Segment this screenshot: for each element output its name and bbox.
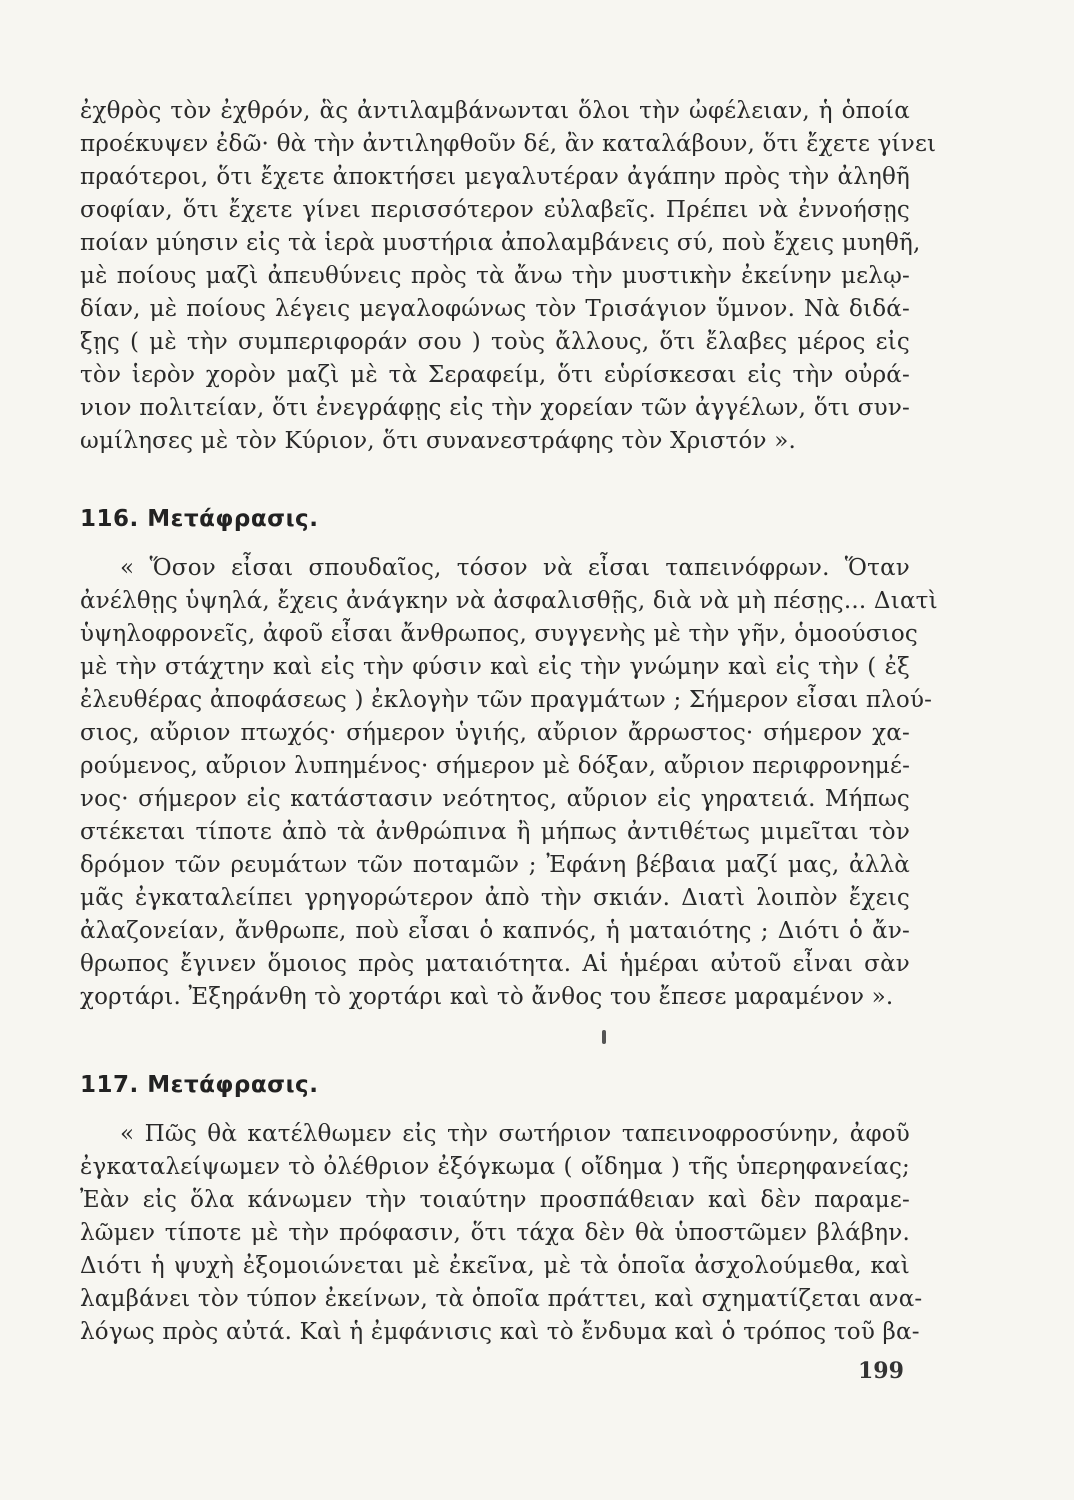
text-line: « Ὅσον εἶσαι σπουδαῖος, τόσον νὰ εἶσαι ταπεινόφρων. Ὅταν <box>120 555 910 581</box>
text-line: λαμβάνει τὸν τύπον ἐκείνων, τὰ ὁποῖα πράττει, καὶ σχηματίζεται ανα- <box>80 1286 923 1312</box>
text-line: σοφίαν, ὅτι ἔχετε γίνει περισσότερον εὐλαβεῖς. Πρέπει νὰ ἐννοήσῃς <box>80 197 910 223</box>
page-number: 199 <box>858 1358 904 1384</box>
text-line: δρόμον τῶν ρευμάτων τῶν ποταμῶν ; Ἐφάνη βέβαια μαζί μας, ἀλλὰ <box>80 852 910 878</box>
text-line: θρωπος ἔγινεν ὅμοιος πρὸς ματαιότητα. Αἱ ἡμέραι αὐτοῦ εἶναι σὰν <box>80 951 910 977</box>
text-line: Διότι ἡ ψυχὴ ἐξομοιώνεται μὲ ἐκεῖνα, μὲ τὰ ὁποῖα ἀσχολούμεθα, καὶ <box>80 1253 910 1279</box>
text-line: « Πῶς θὰ κατέλθωμεν εἰς τὴν σωτήριον ταπεινοφροσύνην, ἀφοῦ <box>120 1121 910 1147</box>
section-heading-116: 116. Μετάφρασις. <box>80 506 319 532</box>
text-line: μᾶς ἐγκαταλείπει γρηγορώτερον ἀπὸ τὴν σκιάν. Διατὶ λοιπὸν ἔχεις <box>80 885 910 911</box>
text-line: μὲ ποίους μαζὶ ἀπευθύνεις πρὸς τὰ ἄνω τὴν μυστικὴν ἐκείνην μελῳ- <box>80 263 910 289</box>
text-line: σιος, αὔριον πτωχός· σήμερον ὑγιής, αὔριον ἄρρωστος· σήμερον χα- <box>80 720 910 746</box>
text-line: ἐχθρὸς τὸν ἐχθρόν, ἃς ἀντιλαμβάνωνται ὅλοι τὴν ὠφέλειαν, ἡ ὁποία <box>80 98 910 124</box>
text-line: πραότεροι, ὅτι ἔχετε ἀποκτήσει μεγαλυτέραν ἀγάπην πρὸς τὴν ἀληθῆ <box>80 164 910 190</box>
text-line: ἐλευθέρας ἀποφάσεως ) ἐκλογὴν τῶν πραγμάτων ; Σήμερον εἶσαι πλού- <box>80 687 933 713</box>
text-line: ἐγκαταλείψωμεν τὸ ὀλέθριον ἐξόγκωμα ( οἴδημα ) τῆς ὑπερηφανείας; <box>80 1154 910 1180</box>
text-line: χορτάρι. Ἐξηράνθη τὸ χορτάρι καὶ τὸ ἄνθος του ἔπεσε μαραμένον ». <box>80 984 894 1010</box>
text-line: ἀνέλθῃς ὑψηλά, ἔχεις ἀνάγκην νὰ ἀσφαλισθῇς, διὰ νὰ μὴ πέσῃς... Διατὶ <box>80 588 938 614</box>
text-line: ξῃς ( μὲ τὴν συμπεριφοράν σου ) τοὺς ἄλλους, ὅτι ἔλαβες μέρος εἰς <box>80 329 910 355</box>
text-line: τὸν ἱερὸν χορὸν μαζὶ μὲ τὰ Σεραφείμ, ὅτι εὑρίσκεσαι εἰς τὴν οὐρά- <box>80 362 910 388</box>
text-line: λῶμεν τίποτε μὲ τὴν πρόφασιν, ὅτι τάχα δὲν θὰ ὑποστῶμεν βλάβην. <box>80 1220 910 1246</box>
text-line: προέκυψεν ἐδῶ· θὰ τὴν ἀντιληφθοῦν δέ, ἂν καταλάβουν, ὅτι ἔχετε γίνει <box>80 131 937 157</box>
text-line: στέκεται τίποτε ἀπὸ τὰ ἀνθρώπινα ἢ μήπως ἀντιθέτως μιμεῖται τὸν <box>80 819 910 845</box>
text-line: ὑψηλοφρονεῖς, ἀφοῦ εἶσαι ἄνθρωπος, συγγενὴς μὲ τὴν γῆν, ὁμοούσιος <box>80 621 918 647</box>
text-line: ποίαν μύησιν εἰς τὰ ἱερὰ μυστήρια ἀπολαμβάνεις σύ, ποὺ ἔχεις μυηθῆ, <box>80 230 921 256</box>
text-line: μὲ τὴν στάχτην καὶ εἰς τὴν φύσιν καὶ εἰς τὴν γνώμην καὶ εἰς τὴν ( ἐξ <box>80 654 910 680</box>
text-line: ρούμενος, αὔριον λυπημένος· σήμερον μὲ δόξαν, αὔριον περιφρονημέ- <box>80 753 911 779</box>
text-line: ἀλαζονείαν, ἄνθρωπε, ποὺ εἶσαι ὁ καπνός, ἡ ματαιότης ; Διότι ὁ ἄν- <box>80 918 910 944</box>
text-line: νος· σήμερον εἰς κατάστασιν νεότητος, αὔριον εἰς γηρατειά. Μήπως <box>80 786 910 812</box>
text-line: νιον πολιτείαν, ὅτι ἐνεγράφῃς εἰς τὴν χορείαν τῶν ἀγγέλων, ὅτι συν- <box>80 395 910 421</box>
scan-speck <box>602 1030 606 1044</box>
text-line: Ἐὰν εἰς ὅλα κάνωμεν τὴν τοιαύτην προσπάθειαν καὶ δὲν παραμε- <box>80 1187 910 1213</box>
text-line: ωμίλησες μὲ τὸν Κύριον, ὅτι συνανεστράφης τὸν Χριστόν ». <box>80 428 796 454</box>
text-line: δίαν, μὲ ποίους λέγεις μεγαλοφώνως τὸν Τρισάγιον ὕμνον. Νὰ διδά- <box>80 296 910 322</box>
section-heading-117: 117. Μετάφρασις. <box>80 1072 319 1098</box>
text-line: λόγως πρὸς αὐτά. Καὶ ἡ ἐμφάνισις καὶ τὸ ἔνδυμα καὶ ὁ τρόπος τοῦ βα- <box>80 1319 920 1345</box>
